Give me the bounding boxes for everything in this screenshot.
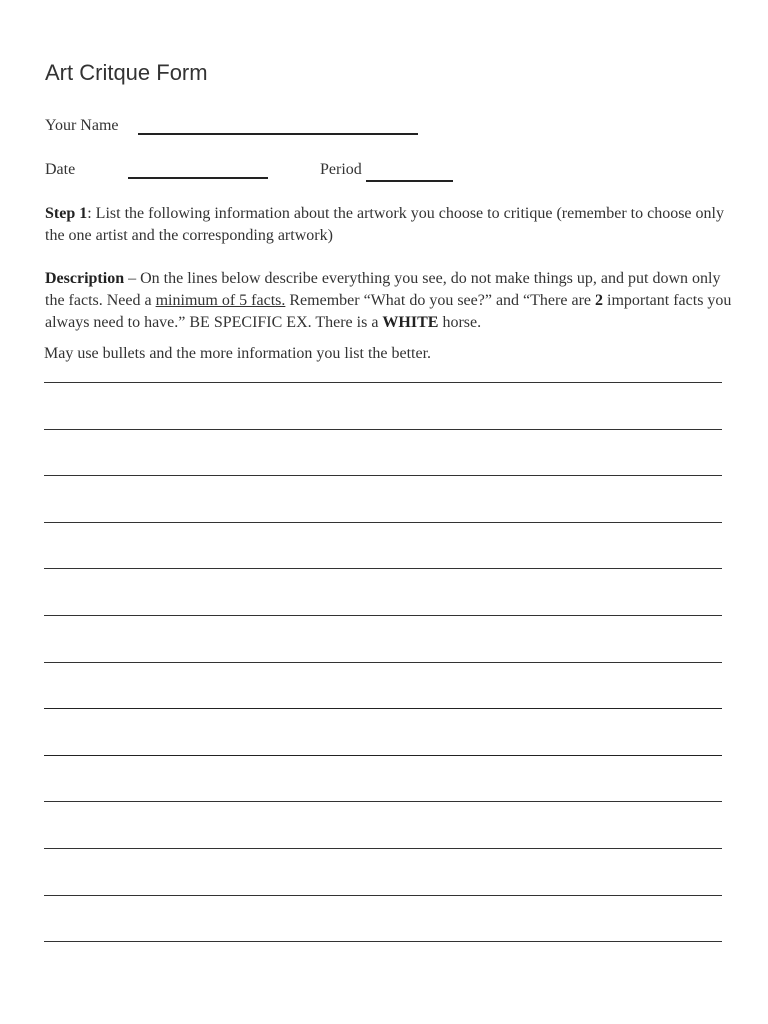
writing-line[interactable] xyxy=(44,662,722,663)
writing-line[interactable] xyxy=(44,755,722,756)
writing-line[interactable] xyxy=(44,848,722,849)
writing-line[interactable] xyxy=(44,895,722,896)
period-label: Period xyxy=(320,161,362,178)
date-field[interactable] xyxy=(128,177,268,179)
description-text-4: horse. xyxy=(438,314,482,331)
form-title: Art Critque Form xyxy=(45,60,208,85)
description-emphasis: WHITE xyxy=(382,314,439,331)
name-label: Your Name xyxy=(45,117,119,134)
writing-line[interactable] xyxy=(44,475,722,476)
step1-heading: Step 1 xyxy=(45,205,88,222)
date-label: Date xyxy=(45,161,76,178)
writing-line[interactable] xyxy=(44,429,722,430)
description-text-2: Remember “What do you see?” and “There are xyxy=(285,292,595,309)
writing-line[interactable] xyxy=(44,568,722,569)
description-number: 2 xyxy=(595,292,603,309)
writing-line[interactable] xyxy=(44,382,722,383)
writing-line[interactable] xyxy=(44,522,722,523)
writing-line[interactable] xyxy=(44,708,722,709)
period-field[interactable] xyxy=(366,180,453,182)
description-paragraph xyxy=(45,268,735,334)
description-text-1: – On the lines below describe everything you see, do not make things up, and put down only the facts. Need a xyxy=(45,270,721,309)
description-underline: minimum of 5 facts. xyxy=(155,292,286,309)
name-field[interactable] xyxy=(138,133,418,135)
bullets-note: May use bullets and the more information you list the better. xyxy=(44,345,432,362)
step1-text: : List the following information about the artwork you choose to critique (remember to choose only the one artist and the corresponding artwork) xyxy=(45,205,724,244)
writing-line[interactable] xyxy=(44,615,722,616)
description-heading: Description xyxy=(45,270,125,287)
step1-paragraph xyxy=(45,203,735,247)
writing-line[interactable] xyxy=(44,801,722,802)
description-text-3: important facts you always need to have.” BE SPECIFIC EX. There is a xyxy=(45,292,732,331)
writing-line[interactable] xyxy=(44,941,722,942)
